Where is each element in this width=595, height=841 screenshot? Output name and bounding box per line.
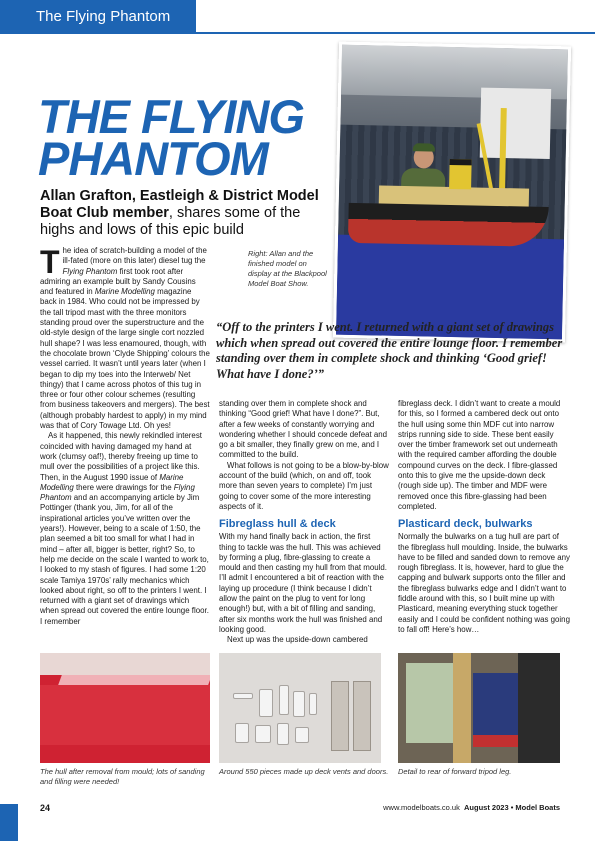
door-panel <box>353 681 371 751</box>
header-rule <box>196 32 595 34</box>
page-number: 24 <box>40 803 51 813</box>
title-line-1: THE FLYING <box>38 90 304 143</box>
mast-photo <box>398 653 560 763</box>
main-photo <box>333 42 571 343</box>
italic-text: Marine Modelling <box>94 287 155 297</box>
text-run: magazine back in 1984. Who could not be impressed by the tall tripod mast with the three monitors standing proud over the superstructure and the old-style design of the large single cort nozzled hull shape? I was less enamoured, though, with the chocolate brown ‘Clyde Shipping’ colours the vessel carried. It wasn’t until years later (when I began to dip my toes into the Interweb/ Net thingy) that I came across photos of this tug in three or four other colour schemes (resulting from business takeovers and mergers). The best (although probably hardest to apply) in my mind was that of Cory Towage Ltd. Oh yes! <box>40 287 210 431</box>
standfirst <box>40 188 330 239</box>
main-photo-caption: Right: Allan and the finished model on display at the Blackpool Model Boat Show. <box>248 249 327 288</box>
footer-url: www.modelboats.co.uk <box>383 803 460 812</box>
part <box>279 685 289 715</box>
part <box>295 727 309 743</box>
italic-text: Marine Modelling <box>40 472 184 492</box>
pullquote: “Off to the printers I went. I returned with a giant set of drawings which when spread out covered the entire lounge floor. I remember standing over them in complete shock and thinking ‘Good grief! What have I done?’” <box>216 320 563 381</box>
part <box>235 723 249 743</box>
mast-photo-shadow <box>518 653 560 763</box>
paragraph <box>40 246 210 431</box>
part <box>309 693 317 715</box>
text-run: he idea of scratch-building a model of the ill-fated (more on this later) diesel tug the <box>62 246 207 266</box>
paragraph: Normally the bulwarks on a tug hull are part of the fibreglass hull moulding. Inside, the bulwarks have to be filled and sanded down to remove any rough fibreglass. It is, however, hard to glue the capping and bulwark supports onto the filler and the fibreglass bulwarks edge and I didn’t want to fiddle around with this, so I built mine up with Plasticard, meaning everything stuck together easily and I could be confident nothing was going to fall off! Here’s how… <box>398 532 570 634</box>
subheading: Plasticard deck, bulwarks <box>398 518 533 531</box>
subheading: Fibreglass hull & deck <box>219 518 336 531</box>
footer-issue: August 2023 • Model Boats <box>464 803 560 812</box>
parts-photo <box>219 653 381 763</box>
part <box>277 723 289 745</box>
part <box>259 689 273 717</box>
part <box>293 691 305 717</box>
paragraph: fibreglass deck. I didn’t want to create a mould for this, so I formed a cambered deck out onto the hull using some thin MDF cut into narrow strips running side to side. These bent easily over the timber framework set out underneath with the required camber affording the double compound curves on the deck. I fibre-glassed onto this to give me the upside-down deck (rough side up). The timber and MDF were removed once this fibre-glassing had been completed. <box>398 399 561 511</box>
paragraph: Next up was the upside-down cambered <box>227 635 368 645</box>
section-tab <box>0 0 196 34</box>
photo-banner <box>480 88 551 159</box>
standfirst-author: Allan Grafton, Eastleigh & District Model Boat Club member <box>40 188 319 221</box>
paragraph: With my hand finally back in action, the first thing to tackle was the hull. This was achieved by forming a plug, fibre-glassing to create a mould and then casting my hull from that mould. I’ll admit I encountered a bit of reaction with the laying up procedure (I think because I didn’t allow the paint on the plug to vent for long enough!) but, with a bit of filling and sanding, after six months work the hull was finished and looking good. <box>219 532 387 634</box>
italic-text: Flying Phantom <box>62 266 118 276</box>
paragraph <box>40 431 210 627</box>
hull-surface <box>40 685 210 745</box>
photo-funnel <box>449 159 472 189</box>
footer-tab <box>0 804 18 841</box>
part <box>233 693 253 699</box>
paragraph: What follows is not going to be a blow-by-blow account of the build (which, on and off, took more than seven years to complete) I’m just going to cover some of the more interesting aspects of it. <box>219 460 389 511</box>
body-column-1 <box>40 246 210 627</box>
text-run: first took root after admiring an example built by Sandy Cousins and featured in <box>40 266 196 297</box>
door-panel <box>331 681 349 751</box>
hull-photo <box>40 653 210 763</box>
tripod-leg <box>453 653 471 763</box>
article-title <box>38 90 338 185</box>
drop-cap: T <box>40 244 60 280</box>
hull-edge <box>58 675 210 685</box>
standfirst-text: , shares some of the highs and lows of this epic build <box>40 205 301 238</box>
photo-hull <box>348 203 549 247</box>
part <box>255 725 271 743</box>
text-run: there were drawings for the <box>73 482 174 492</box>
text-run: and an accompanying article by Jim Pottinger (thank you, Jim, for all of the inspirational articles you’ve written over the years!). However, being to a scale of 1:50, the plan seemed a bit too small for what I had in mind – after all, bigger is better, right? So, to help me decide on the scale I wanted to work to, I looked to my stash of figures. I had some 1:20 scale Tamiya 1970s’ rally mechanics which looked about right, so off to the printers I went. I returned with a giant set of drawings which when spread out covered the entire lounge floor. I remember <box>40 493 209 626</box>
body-column-2 <box>219 399 389 646</box>
body-column-3 <box>398 399 570 635</box>
italic-text: Flying Phantom <box>40 482 195 503</box>
hull-caption: The hull after removal from mould; lots of sanding and filling were needed! <box>40 767 205 786</box>
person-cap <box>413 143 435 151</box>
parts-caption: Around 550 pieces made up deck vents and doors. <box>219 767 389 776</box>
mast-caption: Detail to rear of forward tripod leg. <box>398 767 512 776</box>
text-run: As it happened, this newly rekindled interest coincided with having damaged my hand at work (clumsy oaf!), thereby freeing up time to mull over the possibilities of a project like this. Then, in the August 1990 issue of <box>40 431 202 482</box>
footer-credit <box>383 803 560 812</box>
paragraph: standing over them in complete shock and thinking “Good grief! What have I done?”. But, after a few weeks of constantly worrying and wondering whether I should concede defeat and go a bit smaller, they finally grew on me, and I committed to the build. <box>219 399 388 460</box>
section-label: The Flying Phantom <box>36 8 171 25</box>
title-line-2: PHANTOM <box>38 132 268 185</box>
